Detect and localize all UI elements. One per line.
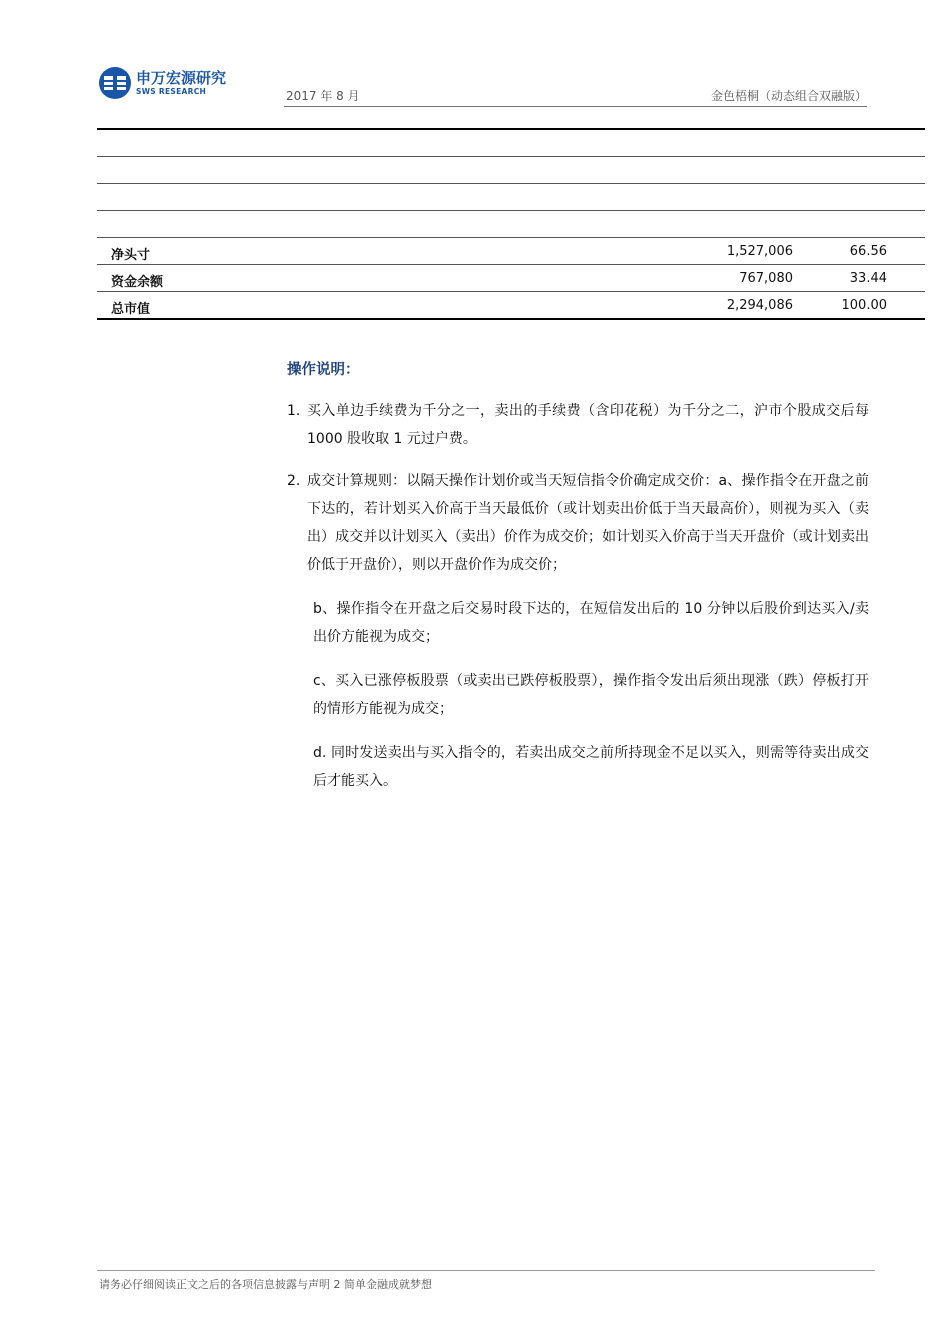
sws-logo-icon: [98, 66, 132, 100]
table-row-empty: [97, 184, 925, 211]
note-sub-c: c、买入已涨停板股票（或卖出已跌停板股票），操作指令发出后须出现涨（跌）停板打开的情形方能视为成交；: [313, 673, 869, 717]
row-value: 1,527,006: [726, 244, 793, 259]
row-label: 净头寸: [111, 248, 151, 263]
note-sub-d: d. 同时发送卖出与买入指令的，若卖出成交之前所持现金不足以买入，则需等待卖出成交后才能买入。: [313, 745, 869, 789]
row-value: 2,294,086: [726, 298, 793, 313]
row-label: 总市值: [111, 302, 151, 317]
header-divider: [284, 106, 867, 107]
portfolio-table: [97, 128, 925, 320]
row-percent: 33.44: [849, 271, 887, 286]
operation-notes: [287, 358, 869, 803]
table-row-empty: [97, 157, 925, 184]
row-value: 767,080: [739, 271, 793, 286]
table-row: [97, 265, 925, 292]
note-number: 1.: [287, 403, 301, 419]
row-label: 资金余额: [111, 275, 164, 290]
note-item-2: [287, 467, 869, 579]
report-date: 2017 年 8 月: [286, 89, 360, 103]
company-logo: [98, 66, 226, 100]
note-number: 2.: [287, 473, 301, 489]
table-row: [97, 238, 925, 265]
note-text: 买入单边手续费为千分之一，卖出的手续费（含印花税）为千分之二，沪市个股成交后每1000 股收取 1 元过户费。: [307, 403, 869, 447]
note-text: 成交计算规则：以隔天操作计划价或当天短信指令价确定成交价：a、操作指令在开盘之前下达的，若计划买入价高于当天最低价（或计划卖出价低于当天最高价），则视为买入（卖出）成交并以计划买入（卖出）价作为成交价；如计划买入价高于当天开盘价（或计划卖出价低于开盘价），则以开盘价作为成交价；: [307, 473, 869, 573]
notes-heading: 操作说明：: [287, 362, 360, 378]
note-sub-b: b、操作指令在开盘之后交易时段下达的，在短信发出后的 10 分钟以后股价到达买入/卖出价方能视为成交；: [313, 601, 869, 645]
footer-disclaimer: 请务必仔细阅读正文之后的各项信息披露与声明 2 简单金融成就梦想: [99, 1278, 432, 1291]
table-row-empty: [97, 211, 925, 238]
footer-divider: [97, 1270, 875, 1271]
report-title: 金色梧桐（动态组合双融版）: [710, 89, 867, 103]
note-item-1: [287, 397, 869, 453]
logo-chinese-name: 申万宏源研究: [136, 68, 227, 87]
row-percent: 100.00: [841, 298, 887, 313]
logo-english-name: SWS RESEARCH: [136, 86, 207, 96]
row-percent: 66.56: [849, 244, 887, 259]
table-row: [97, 292, 925, 320]
table-row-empty: [97, 130, 925, 157]
